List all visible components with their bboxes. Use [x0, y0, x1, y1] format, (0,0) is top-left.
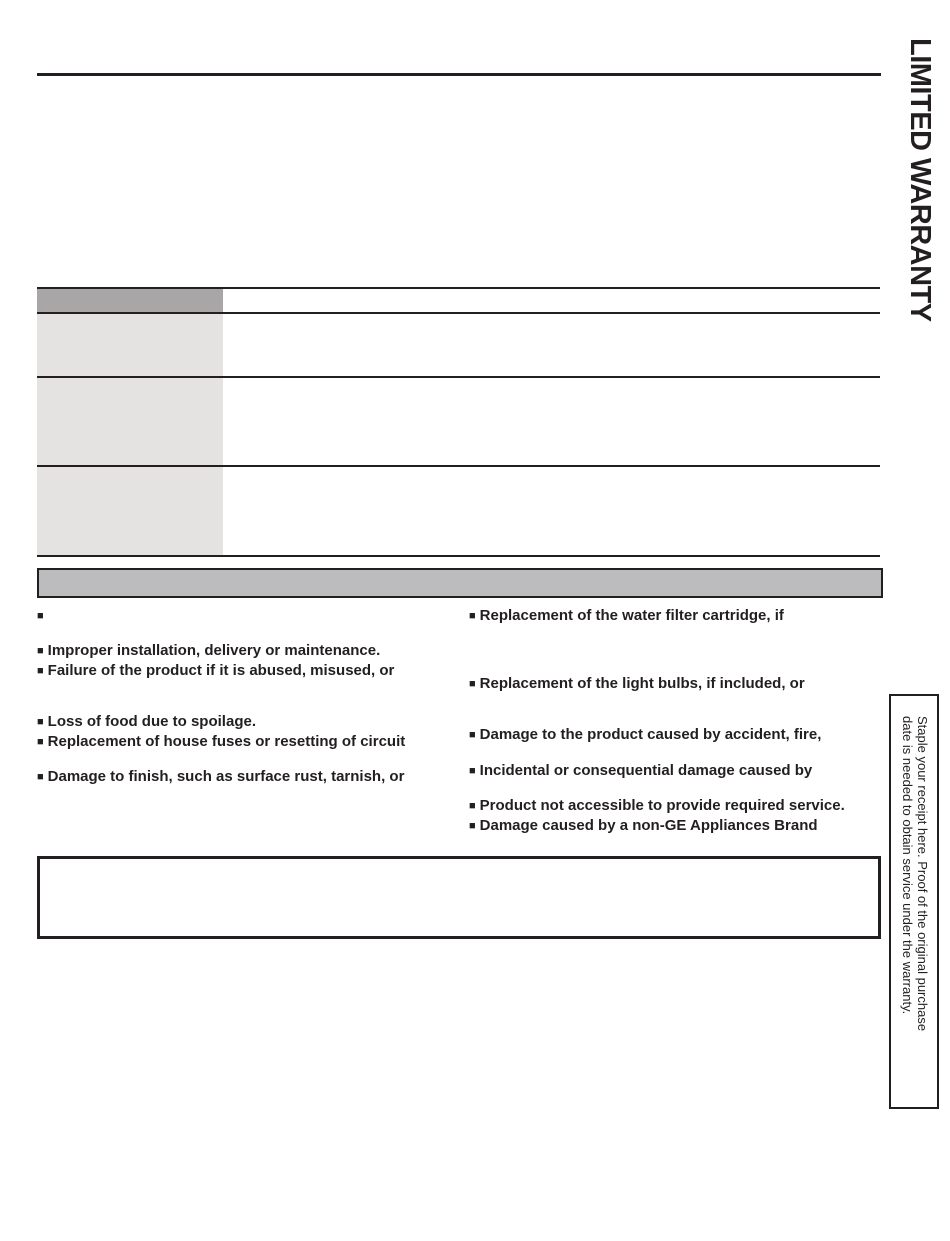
bullet-icon: ■ — [37, 645, 44, 657]
exclusion-item: ■ Replacement of the water filter cartridge, if — [469, 607, 784, 624]
page-side-title: LIMITED WARRANTY — [904, 38, 936, 322]
bullet-icon: ■ — [37, 610, 44, 622]
exclusion-item: ■ Damage to finish, such as surface rust, tarnish, or — [37, 768, 405, 785]
exclusion-item: ■ Failure of the product if it is abused, misused, or — [37, 662, 395, 679]
bullet-icon: ■ — [469, 800, 476, 812]
receipt-instructions — [900, 716, 930, 1031]
exclusion-item: ■ Loss of food due to spoilage. — [37, 713, 256, 730]
notice-box — [37, 856, 881, 939]
warranty-period-cell — [37, 314, 223, 376]
exclusion-item: ■ Incidental or consequential damage caused by — [469, 762, 813, 779]
warranty-table — [37, 287, 880, 557]
receipt-staple-box — [889, 694, 939, 1109]
bullet-icon: ■ — [37, 665, 44, 677]
exclusion-item: ■ Improper installation, delivery or maintenance. — [37, 642, 381, 659]
warranty-period-cell — [37, 467, 223, 555]
bullet-icon: ■ — [469, 610, 476, 622]
bullet-icon: ■ — [469, 729, 476, 741]
receipt-line-1: Staple your receipt here. Proof of the original purchase — [915, 716, 930, 1032]
exclusion-item: ■ Damage caused by a non-GE Appliances Brand — [469, 817, 818, 834]
exclusion-item: ■ Replacement of the light bulbs, if included, or — [469, 675, 805, 692]
top-rule — [37, 73, 881, 76]
exclusion-item — [37, 607, 48, 625]
bullet-icon: ■ — [469, 678, 476, 690]
warranty-table-row — [37, 378, 880, 467]
receipt-line-2: date is needed to obtain service under the warranty. — [900, 716, 915, 1015]
warranty-table-header — [37, 287, 880, 314]
exclusion-item: ■ Replacement of house fuses or resetting of circuit — [37, 733, 406, 750]
warranty-table-row — [37, 314, 880, 378]
bullet-icon: ■ — [37, 736, 44, 748]
warranty-table-row — [37, 467, 880, 557]
bullet-icon: ■ — [469, 765, 476, 777]
warranty-table-header-cell — [37, 289, 223, 312]
exclusion-item: ■ Damage to the product caused by accident, fire, — [469, 726, 822, 743]
exclusion-item: ■ Product not accessible to provide required service. — [469, 797, 845, 814]
warranty-period-cell — [37, 378, 223, 465]
bullet-icon: ■ — [37, 716, 44, 728]
bullet-icon: ■ — [37, 771, 44, 783]
exclusions-heading-bar — [37, 568, 883, 598]
bullet-icon: ■ — [469, 820, 476, 832]
